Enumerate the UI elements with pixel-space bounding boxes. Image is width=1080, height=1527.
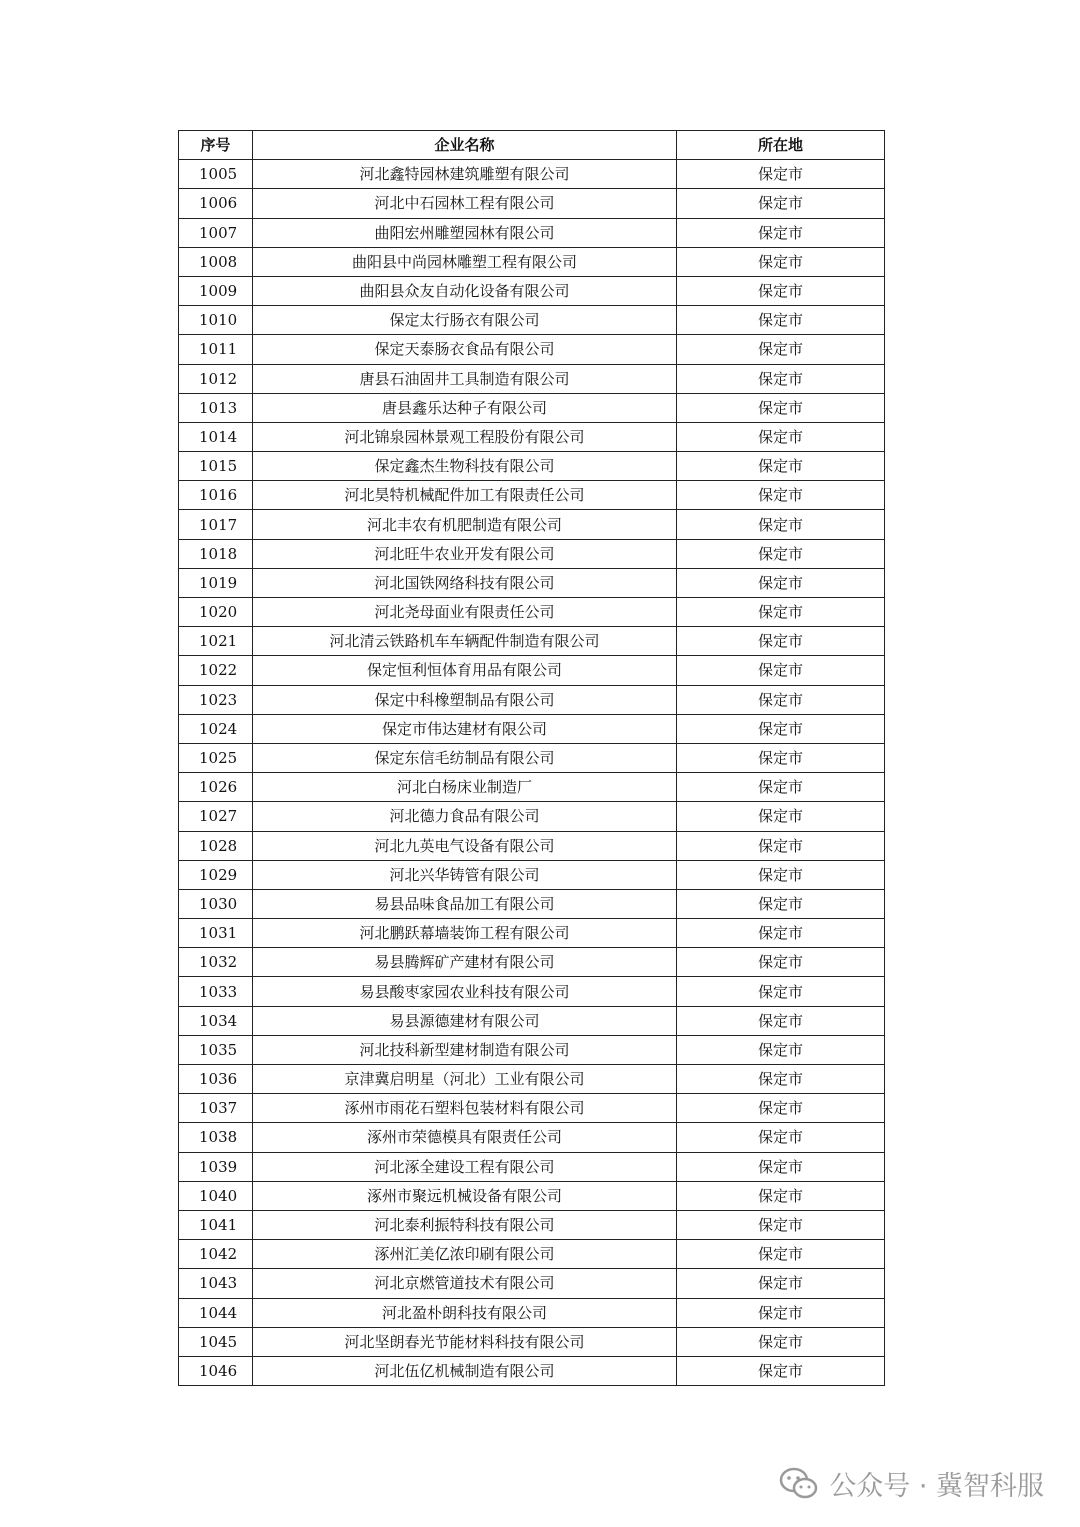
cell-seq: 1014: [179, 422, 253, 451]
cell-company-name: 涿州市荣德模具有限责任公司: [253, 1123, 677, 1152]
table-row: [179, 393, 885, 422]
cell-seq: 1032: [179, 948, 253, 977]
cell-company-name: 唐县石油固井工具制造有限公司: [253, 364, 677, 393]
cell-location: 保定市: [677, 1356, 885, 1385]
cell-seq: 1008: [179, 247, 253, 276]
cell-location: 保定市: [677, 743, 885, 772]
table-row: [179, 1298, 885, 1327]
cell-seq: 1026: [179, 773, 253, 802]
cell-seq: 1005: [179, 160, 253, 189]
table-row: [179, 860, 885, 889]
cell-company-name: 曲阳县中尚园林雕塑工程有限公司: [253, 247, 677, 276]
table-row: [179, 160, 885, 189]
cell-location: 保定市: [677, 539, 885, 568]
cell-location: 保定市: [677, 160, 885, 189]
cell-company-name: 保定鑫杰生物科技有限公司: [253, 452, 677, 481]
cell-location: 保定市: [677, 889, 885, 918]
table-row: [179, 773, 885, 802]
table-row: [179, 306, 885, 335]
table-row: [179, 568, 885, 597]
table-row: [179, 1356, 885, 1385]
cell-company-name: 河北盈朴朗科技有限公司: [253, 1298, 677, 1327]
cell-company-name: 涿州汇美亿浓印刷有限公司: [253, 1240, 677, 1269]
wechat-icon: [779, 1467, 819, 1501]
cell-location: 保定市: [677, 919, 885, 948]
table-row: [179, 510, 885, 539]
cell-location: 保定市: [677, 568, 885, 597]
cell-location: 保定市: [677, 393, 885, 422]
cell-seq: 1044: [179, 1298, 253, 1327]
cell-location: 保定市: [677, 1269, 885, 1298]
header-location: 所在地: [677, 131, 885, 160]
cell-location: 保定市: [677, 1123, 885, 1152]
table-row: [179, 539, 885, 568]
cell-seq: 1017: [179, 510, 253, 539]
table-row: [179, 481, 885, 510]
cell-location: 保定市: [677, 1327, 885, 1356]
cell-seq: 1041: [179, 1210, 253, 1239]
cell-company-name: 河北锦泉园林景观工程股份有限公司: [253, 422, 677, 451]
cell-company-name: 保定恒利恒体育用品有限公司: [253, 656, 677, 685]
cell-company-name: 涿州市雨花石塑料包装材料有限公司: [253, 1094, 677, 1123]
cell-seq: 1023: [179, 685, 253, 714]
cell-seq: 1009: [179, 276, 253, 305]
cell-company-name: 易县腾辉矿产建材有限公司: [253, 948, 677, 977]
cell-location: 保定市: [677, 1181, 885, 1210]
cell-location: 保定市: [677, 1152, 885, 1181]
cell-location: 保定市: [677, 306, 885, 335]
cell-company-name: 河北中石园林工程有限公司: [253, 189, 677, 218]
table-row: [179, 714, 885, 743]
cell-company-name: 唐县鑫乐达种子有限公司: [253, 393, 677, 422]
table-row: [179, 1065, 885, 1094]
cell-location: 保定市: [677, 598, 885, 627]
cell-seq: 1029: [179, 860, 253, 889]
table-row: [179, 977, 885, 1006]
header-seq: 序号: [179, 131, 253, 160]
table-row: [179, 1269, 885, 1298]
cell-location: 保定市: [677, 247, 885, 276]
table-row: [179, 627, 885, 656]
cell-seq: 1015: [179, 452, 253, 481]
cell-company-name: 河北九英电气设备有限公司: [253, 831, 677, 860]
cell-location: 保定市: [677, 510, 885, 539]
company-table: [178, 130, 885, 1386]
cell-company-name: 河北坚朗春光节能材料科技有限公司: [253, 1327, 677, 1356]
cell-company-name: 保定东信毛纺制品有限公司: [253, 743, 677, 772]
cell-location: 保定市: [677, 977, 885, 1006]
cell-company-name: 河北泰利振特科技有限公司: [253, 1210, 677, 1239]
watermark-text: 公众号 · 冀智科服: [829, 1471, 1044, 1502]
table-row: [179, 598, 885, 627]
cell-location: 保定市: [677, 860, 885, 889]
cell-seq: 1035: [179, 1035, 253, 1064]
table-row: [179, 685, 885, 714]
cell-location: 保定市: [677, 364, 885, 393]
cell-location: 保定市: [677, 831, 885, 860]
cell-seq: 1019: [179, 568, 253, 597]
cell-seq: 1030: [179, 889, 253, 918]
table-row: [179, 1327, 885, 1356]
cell-location: 保定市: [677, 481, 885, 510]
cell-company-name: 河北兴华铸管有限公司: [253, 860, 677, 889]
cell-location: 保定市: [677, 1006, 885, 1035]
table-row: [179, 364, 885, 393]
cell-company-name: 河北旺牛农业开发有限公司: [253, 539, 677, 568]
cell-location: 保定市: [677, 948, 885, 977]
cell-company-name: 京津冀启明星（河北）工业有限公司: [253, 1065, 677, 1094]
cell-company-name: 河北尧母面业有限责任公司: [253, 598, 677, 627]
table-row: [179, 743, 885, 772]
cell-seq: 1016: [179, 481, 253, 510]
cell-seq: 1012: [179, 364, 253, 393]
table-row: [179, 422, 885, 451]
cell-company-name: 河北白杨床业制造厂: [253, 773, 677, 802]
cell-seq: 1038: [179, 1123, 253, 1152]
table-row: [179, 1006, 885, 1035]
cell-location: 保定市: [677, 714, 885, 743]
cell-company-name: 河北德力食品有限公司: [253, 802, 677, 831]
cell-company-name: 保定天泰肠衣食品有限公司: [253, 335, 677, 364]
cell-seq: 1011: [179, 335, 253, 364]
table-row: [179, 656, 885, 685]
cell-company-name: 保定中科橡塑制品有限公司: [253, 685, 677, 714]
table-row: [179, 189, 885, 218]
cell-location: 保定市: [677, 335, 885, 364]
table-row: [179, 948, 885, 977]
cell-company-name: 曲阳宏州雕塑园林有限公司: [253, 218, 677, 247]
cell-location: 保定市: [677, 189, 885, 218]
table-row: [179, 218, 885, 247]
cell-location: 保定市: [677, 627, 885, 656]
cell-seq: 1010: [179, 306, 253, 335]
cell-seq: 1024: [179, 714, 253, 743]
cell-seq: 1033: [179, 977, 253, 1006]
watermark: [779, 1464, 1044, 1503]
cell-company-name: 保定市伟达建材有限公司: [253, 714, 677, 743]
cell-location: 保定市: [677, 656, 885, 685]
table-row: [179, 1152, 885, 1181]
cell-seq: 1028: [179, 831, 253, 860]
cell-company-name: 河北技科新型建材制造有限公司: [253, 1035, 677, 1064]
cell-seq: 1046: [179, 1356, 253, 1385]
cell-location: 保定市: [677, 773, 885, 802]
cell-location: 保定市: [677, 1065, 885, 1094]
table-row: [179, 1094, 885, 1123]
cell-location: 保定市: [677, 276, 885, 305]
cell-company-name: 曲阳县众友自动化设备有限公司: [253, 276, 677, 305]
table-row: [179, 889, 885, 918]
cell-company-name: 河北鑫特园林建筑雕塑有限公司: [253, 160, 677, 189]
cell-company-name: 河北涿全建设工程有限公司: [253, 1152, 677, 1181]
table-row: [179, 335, 885, 364]
table-row: [179, 1240, 885, 1269]
cell-company-name: 河北国铁网络科技有限公司: [253, 568, 677, 597]
table-row: [179, 802, 885, 831]
cell-location: 保定市: [677, 452, 885, 481]
cell-company-name: 保定太行肠衣有限公司: [253, 306, 677, 335]
cell-company-name: 涿州市聚远机械设备有限公司: [253, 1181, 677, 1210]
table-row: [179, 1181, 885, 1210]
cell-seq: 1027: [179, 802, 253, 831]
table-row: [179, 1035, 885, 1064]
cell-location: 保定市: [677, 1298, 885, 1327]
cell-seq: 1031: [179, 919, 253, 948]
table-header-row: [179, 131, 885, 160]
cell-seq: 1022: [179, 656, 253, 685]
table-row: [179, 1210, 885, 1239]
table-row: [179, 276, 885, 305]
cell-company-name: 易县源德建材有限公司: [253, 1006, 677, 1035]
table-row: [179, 1123, 885, 1152]
cell-company-name: 河北清云铁路机车车辆配件制造有限公司: [253, 627, 677, 656]
table-row: [179, 831, 885, 860]
cell-location: 保定市: [677, 802, 885, 831]
cell-seq: 1036: [179, 1065, 253, 1094]
cell-location: 保定市: [677, 422, 885, 451]
cell-seq: 1013: [179, 393, 253, 422]
cell-location: 保定市: [677, 218, 885, 247]
cell-seq: 1018: [179, 539, 253, 568]
cell-location: 保定市: [677, 685, 885, 714]
cell-company-name: 河北鹏跃幕墙装饰工程有限公司: [253, 919, 677, 948]
cell-seq: 1043: [179, 1269, 253, 1298]
table-row: [179, 452, 885, 481]
cell-company-name: 河北丰农有机肥制造有限公司: [253, 510, 677, 539]
table-row: [179, 247, 885, 276]
header-company: 企业名称: [253, 131, 677, 160]
cell-seq: 1006: [179, 189, 253, 218]
cell-company-name: 河北京燃管道技术有限公司: [253, 1269, 677, 1298]
cell-seq: 1025: [179, 743, 253, 772]
cell-seq: 1045: [179, 1327, 253, 1356]
cell-seq: 1034: [179, 1006, 253, 1035]
cell-location: 保定市: [677, 1240, 885, 1269]
cell-location: 保定市: [677, 1210, 885, 1239]
cell-seq: 1040: [179, 1181, 253, 1210]
cell-seq: 1039: [179, 1152, 253, 1181]
cell-seq: 1007: [179, 218, 253, 247]
cell-seq: 1042: [179, 1240, 253, 1269]
company-table-container: [178, 130, 884, 1386]
cell-seq: 1037: [179, 1094, 253, 1123]
cell-seq: 1021: [179, 627, 253, 656]
cell-company-name: 河北伍亿机械制造有限公司: [253, 1356, 677, 1385]
cell-company-name: 易县品味食品加工有限公司: [253, 889, 677, 918]
cell-location: 保定市: [677, 1094, 885, 1123]
cell-location: 保定市: [677, 1035, 885, 1064]
cell-company-name: 易县酸枣家园农业科技有限公司: [253, 977, 677, 1006]
cell-seq: 1020: [179, 598, 253, 627]
cell-company-name: 河北昊特机械配件加工有限责任公司: [253, 481, 677, 510]
table-row: [179, 919, 885, 948]
